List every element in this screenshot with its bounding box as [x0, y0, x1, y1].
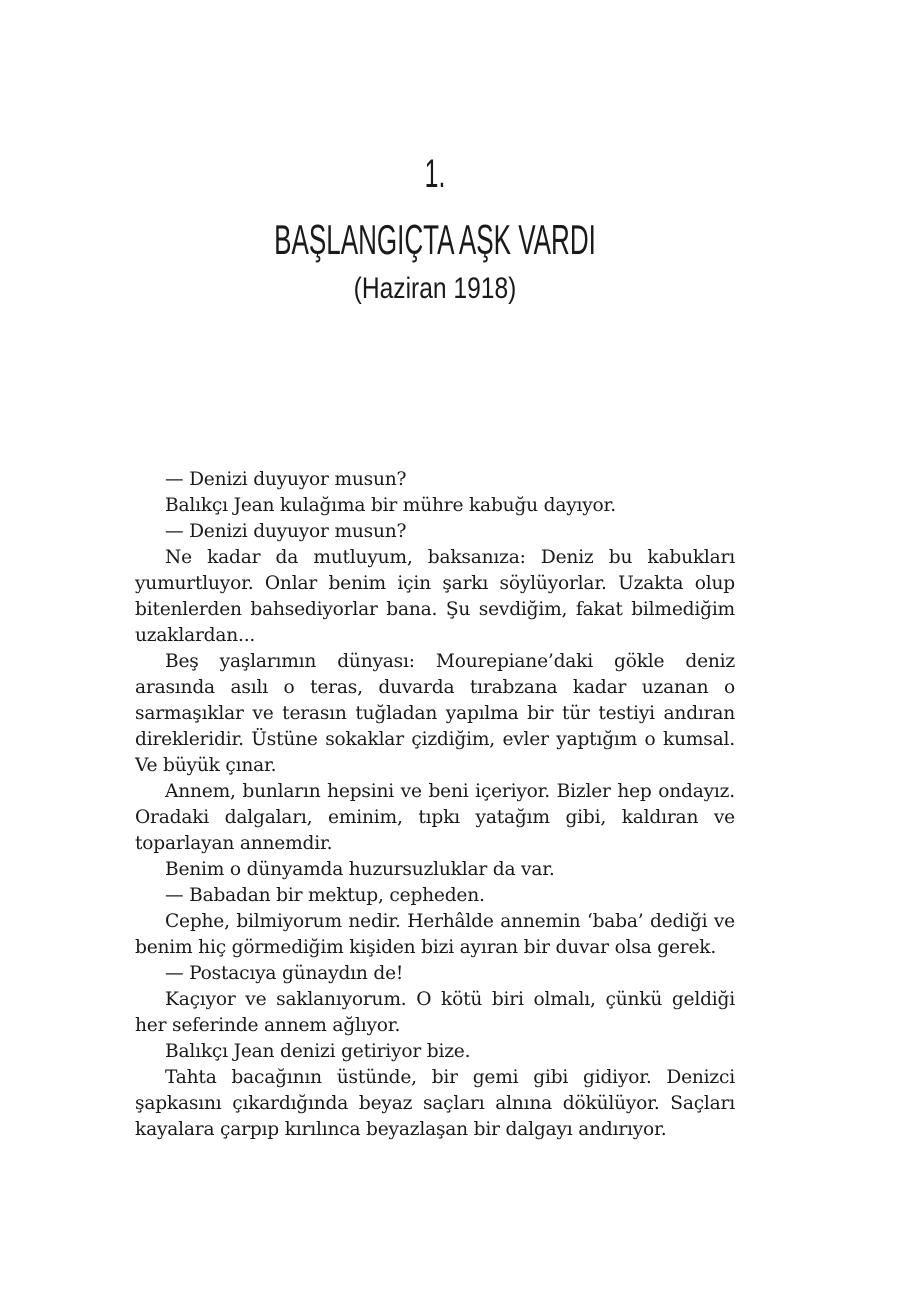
paragraph: Balıkçı Jean denizi getiriyor bize. [165, 1041, 471, 1062]
paragraph: Annem, bunların hepsini ve beni içeriyor. Bizler hep ondayız. Oradaki dalgaları, eminim, tıpkı yatağım gibi, kaldıran ve toparlayan annemdir. [135, 781, 735, 854]
chapter-number: 1. [424, 152, 446, 196]
paragraph: — Postacıya günaydın de! [165, 963, 404, 984]
paragraph: Benim o dünyamda huzursuzluklar da var. [165, 859, 555, 880]
paragraph: Beş yaşlarımın dünyası: Mourepiane’daki gökle deniz arasında asılı o teras, duvarda tırabzana kadar uzanan o sarmaşıklar ve terasın tuğladan yapılma bir tür testiyi andıran direkleridir. Üstüne sokaklar çizdiğim, evler yaptığım o kumsal. Ve büyük çınar. [135, 651, 735, 776]
paragraph: — Babadan bir mektup, cepheden. [165, 885, 485, 906]
chapter-body [135, 467, 735, 1143]
paragraph: — Denizi duyuyor musun? [165, 521, 407, 542]
paragraph: Cephe, bilmiyorum nedir. Herhâlde annemin ‘baba’ dediği ve benim hiç görmediğim kişiden bizi ayıran bir duvar olsa gerek. [135, 911, 735, 958]
paragraph: Tahta bacağının üstünde, bir gemi gibi gidiyor. Denizci şapkasını çıkardığında beyaz saçları alnına dökülüyor. Saçları kayalara çarpıp kırılınca beyazlaşan bir dalgayı andırıyor. [135, 1067, 735, 1140]
paragraph: Balıkçı Jean kulağıma bir mühre kabuğu dayıyor. [165, 495, 616, 516]
paragraph: Kaçıyor ve saklanıyorum. O kötü biri olmalı, çünkü geldiği her seferinde annem ağlıyor. [135, 989, 735, 1036]
paragraph: Ne kadar da mutluyum, baksanıza: Deniz bu kabukları yumurtluyor. Onlar benim için şarkı söylüyorlar. Uzakta olup bitenlerden bahsediyorlar bana. Şu sevdiğim, fakat bilmediğim uzaklardan... [135, 547, 735, 646]
paragraph: — Denizi duyuyor musun? [165, 469, 407, 490]
chapter-date: (Haziran 1918) [353, 272, 517, 305]
chapter-title: BAŞLANGIÇTA AŞK VARDI [274, 216, 596, 263]
